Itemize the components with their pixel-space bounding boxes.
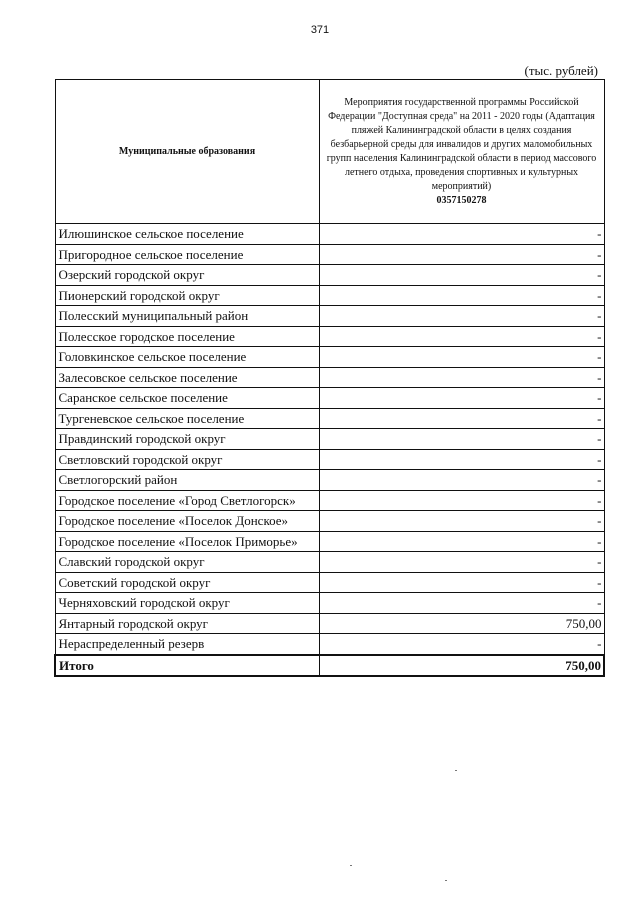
total-row (55, 655, 604, 677)
municipality-value: - (319, 224, 604, 245)
municipality-value: - (319, 490, 604, 511)
municipality-value: - (319, 449, 604, 470)
municipality-value: - (319, 429, 604, 450)
municipality-name: Саранское сельское поселение (55, 388, 319, 409)
municipality-value: - (319, 593, 604, 614)
municipality-name: Городское поселение «Поселок Донское» (55, 511, 319, 532)
table-row (55, 552, 604, 573)
municipality-name: Черняховский городской округ (55, 593, 319, 614)
total-value: 750,00 (319, 655, 604, 677)
table-row (55, 367, 604, 388)
table-row (55, 572, 604, 593)
municipality-value: - (319, 265, 604, 286)
municipality-value: 750,00 (319, 613, 604, 634)
municipality-value: - (319, 408, 604, 429)
table-row (55, 388, 604, 409)
municipality-value: - (319, 511, 604, 532)
scan-speck (350, 865, 352, 866)
municipality-name: Полесский муниципальный район (55, 306, 319, 327)
municipality-value: - (319, 552, 604, 573)
header-program-title: Мероприятия государственной программы Российской Федерации "Доступная среда" на 2011 - 2020 годы (Адаптация пляжей Калининградской области в целях создания безбарьерной среды для инвалидов и других маломобильных групп населения Калининградской области в период массового летнего отдыха, проведения спортивных и культурных мероприятий) (326, 96, 597, 192)
table-row (55, 613, 604, 634)
municipality-value: - (319, 572, 604, 593)
municipality-name: Пионерский городской округ (55, 285, 319, 306)
table-row (55, 634, 604, 655)
municipality-value: - (319, 531, 604, 552)
municipality-value: - (319, 470, 604, 491)
municipality-name: Илюшинское сельское поселение (55, 224, 319, 245)
municipality-name: Головкинское сельское поселение (55, 347, 319, 368)
municipality-value: - (319, 388, 604, 409)
municipality-name: Пригородное сельское поселение (55, 244, 319, 265)
table-row (55, 490, 604, 511)
table-row (55, 224, 604, 245)
table-row (55, 511, 604, 532)
header-program-code: 0357150278 (436, 194, 487, 206)
municipality-value: - (319, 634, 604, 655)
header-program (319, 80, 604, 224)
municipality-name: Полесское городское поселение (55, 326, 319, 347)
table-row (55, 285, 604, 306)
municipality-value: - (319, 306, 604, 327)
municipality-name: Нераспределенный резерв (55, 634, 319, 655)
table-row (55, 449, 604, 470)
units-label: (тыс. рублей) (524, 63, 598, 78)
municipality-name: Озерский городской округ (55, 265, 319, 286)
municipality-name: Светлогорский район (55, 470, 319, 491)
table-row (55, 306, 604, 327)
municipality-value: - (319, 244, 604, 265)
table-row (55, 408, 604, 429)
scan-speck (455, 770, 457, 771)
municipality-name: Городское поселение «Поселок Приморье» (55, 531, 319, 552)
municipality-name: Залесовское сельское поселение (55, 367, 319, 388)
table-row (55, 470, 604, 491)
table-row (55, 593, 604, 614)
table-row (55, 531, 604, 552)
header-municipalities: Муниципальные образования (55, 80, 319, 224)
table-row (55, 244, 604, 265)
scan-speck (445, 880, 447, 881)
table-body (55, 224, 604, 677)
municipality-value: - (319, 326, 604, 347)
municipality-name: Советский городской округ (55, 572, 319, 593)
municipality-value: - (319, 285, 604, 306)
allocation-table (54, 79, 605, 677)
table-row (55, 265, 604, 286)
municipality-name: Янтарный городской округ (55, 613, 319, 634)
total-label: Итого (55, 655, 319, 677)
municipality-name: Городское поселение «Город Светлогорск» (55, 490, 319, 511)
page-number: 371 (310, 24, 330, 36)
table-row (55, 429, 604, 450)
municipality-name: Тургеневское сельское поселение (55, 408, 319, 429)
municipality-name: Светловский городской округ (55, 449, 319, 470)
table-row (55, 326, 604, 347)
municipality-name: Правдинский городской округ (55, 429, 319, 450)
municipality-value: - (319, 367, 604, 388)
municipality-name: Славский городской округ (55, 552, 319, 573)
table-header-row (55, 80, 604, 224)
table-row (55, 347, 604, 368)
municipality-value: - (319, 347, 604, 368)
